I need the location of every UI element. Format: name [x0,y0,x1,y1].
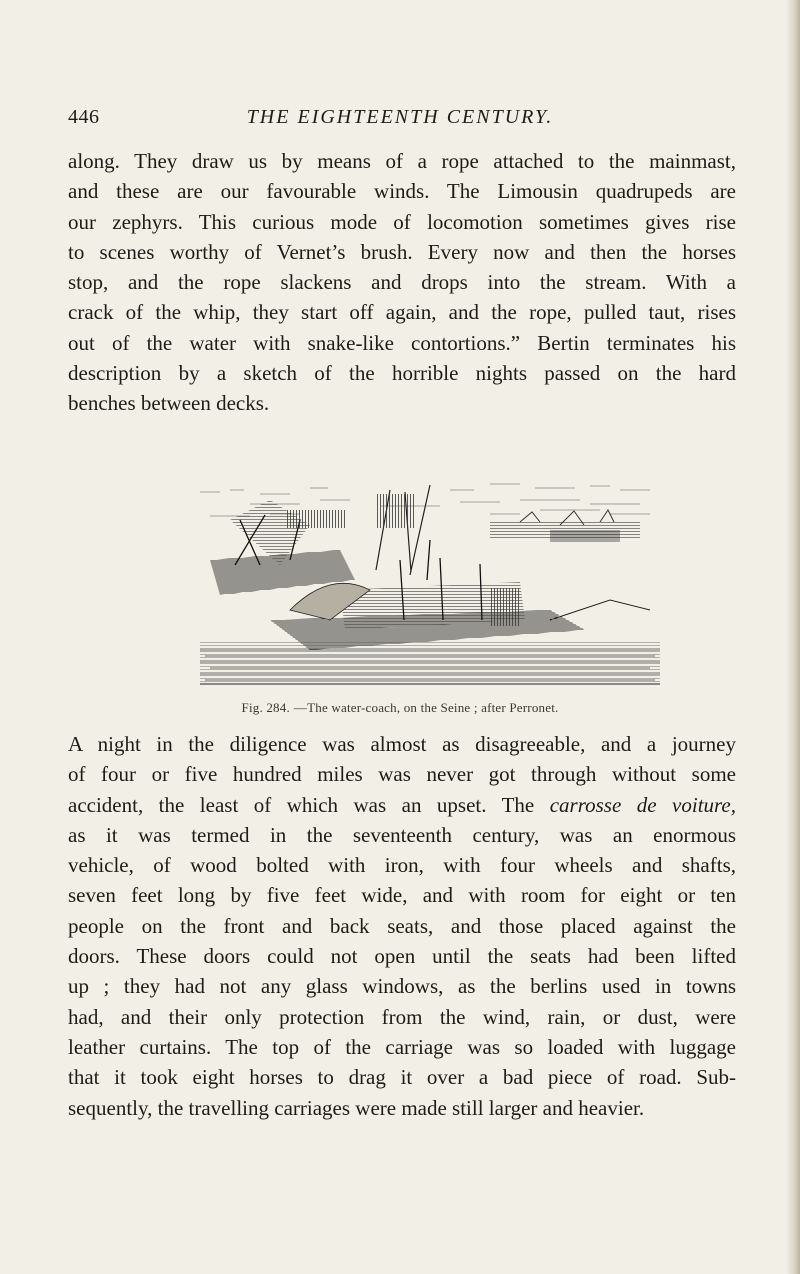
text-line: to scenes worthy of Vernet’s brush. Every now and then the horses [68,239,736,264]
text-line: description by a sketch of the horrible nights passed on the hard [68,361,736,386]
distant-boats [490,510,640,542]
text-line: our zephyrs. This curious mode of locomotion sometimes gives rise [68,209,736,234]
page-header [68,106,732,134]
paragraph-1 [68,146,736,419]
text-line: stop, and the rope slackens and drops into the stream. With a [68,270,736,295]
figure-number: Fig. 284. [241,700,290,715]
text-line [68,790,736,820]
text-line: doors. These doors could not open until the seats had been lifted [68,944,736,969]
page-edge-shadow [786,0,800,1274]
figure-caption [0,700,800,716]
text-line: sequently, the travelling carriages were made still larger and heavier. [68,1095,645,1120]
text-line: that it took eight horses to drag it over a bad piece of road. Sub- [68,1065,736,1090]
text-line: A night in the diligence was almost as disagreeable, and a journey [68,732,736,756]
text-line: along. They draw us by means of a rope attached to the mainmast, [68,149,736,173]
running-head: THE EIGHTEENTH CENTURY. [246,106,554,128]
text-line: of four or five hundred miles was never got through without some [68,762,736,787]
page-number: 446 [68,106,100,128]
text-line: up ; they had not any glass windows, as the berlins used in towns [68,974,736,999]
left-boat [210,500,355,595]
text-line: had, and their only protection from the wind, rain, or dust, were [68,1004,736,1029]
text-line: as it was termed in the seventeenth century, was an enormous [68,822,736,847]
text-segment: accident, the least of which was an upset. The [68,792,550,817]
text-line: out of the water with snake-like contortions.” Bertin terminates his [68,330,736,355]
text-line: benches between decks. [68,391,270,416]
text-line: people on the front and back seats, and those placed against the [68,913,736,938]
text-line: crack of the whip, they start off again, and the rope, pulled taut, rises [68,300,736,325]
text-line: leather curtains. The top of the carriage was so loaded with luggage [68,1034,736,1059]
water-coach-engraving [190,470,670,696]
italic-phrase: carrosse de voiture, [549,792,737,817]
paragraph-2 [68,729,736,1123]
figure-caption-text: —The water-coach, on the Seine ; after Perronet. [293,700,559,715]
text-line: seven feet long by five feet wide, and with room for eight or ten [68,883,736,908]
mast-rigging [376,485,430,575]
text-line: and these are our favourable winds. The Limousin quadrupeds are [68,179,736,204]
text-line: vehicle, of wood bolted with iron, with four wheels and shafts, [68,853,736,878]
